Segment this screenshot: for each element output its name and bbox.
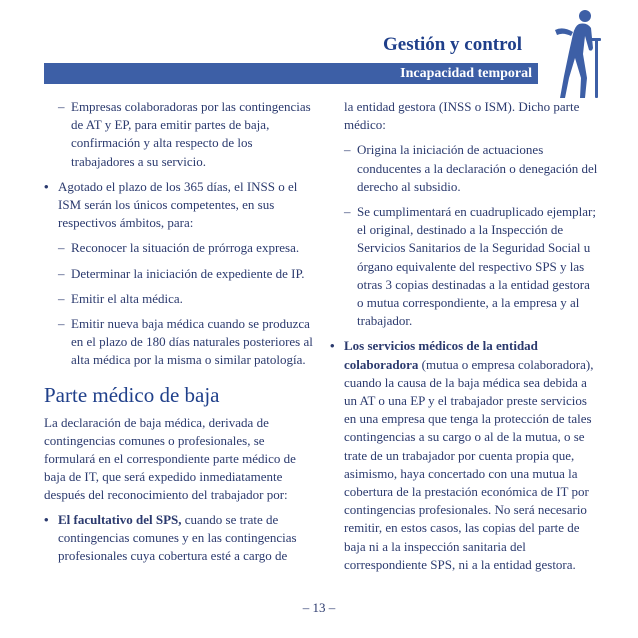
bold-term: El facultativo del SPS, xyxy=(58,511,182,527)
dash-mark: – xyxy=(58,265,65,281)
dash-mark: – xyxy=(58,240,65,256)
bullet-mark: • xyxy=(330,338,335,354)
list-item xyxy=(44,98,314,171)
list-item-text: Origina la iniciación de actuaciones conducentes a la declaración o denegación del derecho al subsidio. xyxy=(357,142,598,194)
bold-term: Los servicios médicos de la entidad colaboradora xyxy=(344,338,538,372)
list-item xyxy=(44,290,314,308)
dash-mark: – xyxy=(58,290,65,306)
list-item-text: Empresas colaboradoras por las contingencias de AT y EP, para emitir partes de baja, confirmación y alta respecto de los trabajadores a su servicio. xyxy=(71,99,311,169)
list-item xyxy=(330,141,598,196)
person-on-crutch-icon xyxy=(535,8,605,100)
list-item-text: Emitir nueva baja médica cuando se produzca en el plazo de 180 días naturales posteriores al alta médica por la misma o similar patología. xyxy=(71,316,313,368)
list-item xyxy=(44,178,314,233)
list-item-text: Agotado el plazo de los 365 días, el INSS o el ISM serán los únicos competentes, en sus respectivos ámbitos, para: xyxy=(58,178,298,231)
page-number: – 13 – xyxy=(302,600,336,615)
list-item-text: Determinar la iniciación de expediente de IP. xyxy=(71,265,305,281)
dash-mark: – xyxy=(58,316,65,332)
header-bar xyxy=(44,63,538,84)
list-item-text: (mutua o empresa colaboradora), cuando la causa de la baja médica sea debida a un AT o una EP y el trabajador preste servicios en una empresa que tenga la protección de tales contingencias a su cargo o al de la mutua, o se trate de un trabajador por cuenta propia que, asimismo, haya concertado con una mutua la cobertura de la prestación económica de IT por contingencias profesionales. No será necesario remitir, en estos casos, las copias del parte de baja ni a la inspección sanitaria del correspondiente SPS, ni a la entidad gestora. xyxy=(344,356,594,572)
bullet-mark: • xyxy=(44,178,49,194)
list-item xyxy=(330,337,598,574)
list-item-text: cuando se trate de contingencias comunes y en las contingencias profesionales cuya cobertura esté a cargo de xyxy=(58,511,297,564)
paragraph: La declaración de baja médica, derivada de contingencias comunes o profesionales, se formulará en el correspondiente parte médico de baja de IT, que será expedido inmediatamente después del reconocimiento del trabajador por: xyxy=(44,414,296,503)
section-title: Parte médico de baja xyxy=(44,382,220,407)
dash-mark: – xyxy=(344,204,351,220)
list-item-text: Reconocer la situación de prórroga expresa. xyxy=(71,240,300,256)
header-title: Gestión y control xyxy=(383,34,522,55)
header-subtitle: Incapacidad temporal xyxy=(400,66,532,81)
list-item xyxy=(330,203,598,330)
list-item xyxy=(44,511,314,566)
list-item xyxy=(44,315,314,370)
dash-mark: – xyxy=(344,142,351,158)
paragraph: la entidad gestora (INSS o ISM). Dicho parte médico: xyxy=(344,99,580,133)
right-column xyxy=(330,98,598,581)
list-item xyxy=(44,239,314,257)
list-item-text: Emitir el alta médica. xyxy=(71,290,183,306)
bullet-mark: • xyxy=(44,511,49,527)
dash-mark: – xyxy=(58,99,65,114)
list-item xyxy=(44,265,314,283)
left-column xyxy=(44,98,314,572)
list-item-text: Se cumplimentará en cuadruplicado ejemplar; el original, destinado a la Inspección de Servicios Sanitarios de la Seguridad Social u órgano equivalente del respectivo SPS y las otras 3 copias destinadas a la entidad gestora o mutua correspondiente, a la empresa y al trabajador. xyxy=(357,204,596,329)
